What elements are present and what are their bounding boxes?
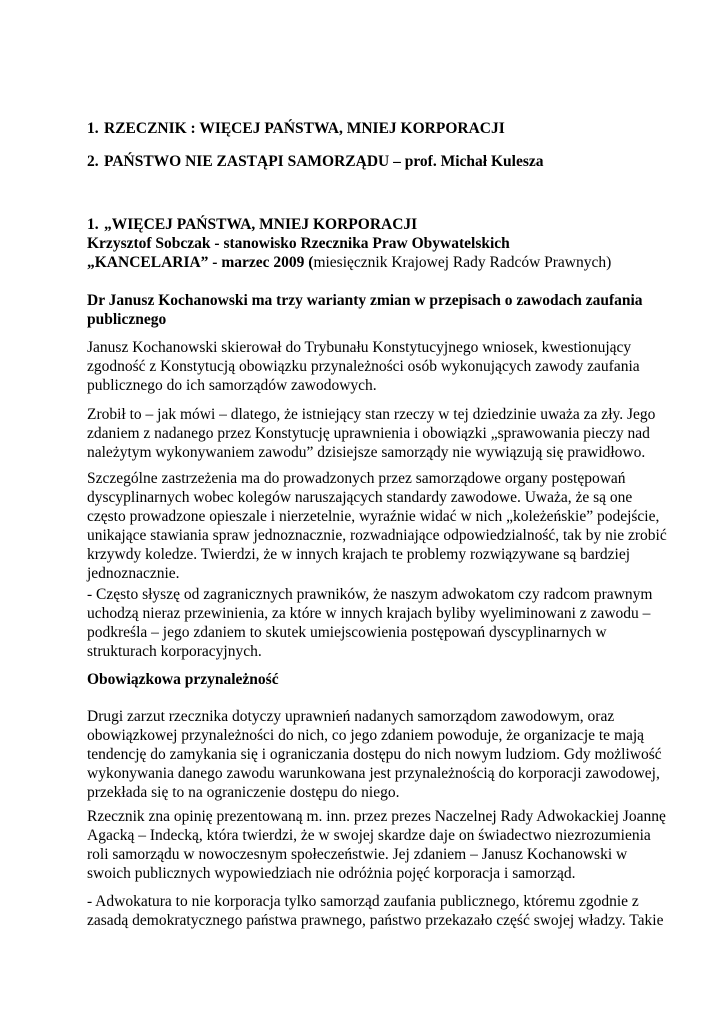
text-line: - Często słyszę od zagranicznych prawników, że naszym adwokatom czy radcom prawnym: [87, 586, 653, 603]
text-line: wykonywania danego zawodu warunkowana jest przynależnością do korporacji zawodowej,: [87, 765, 660, 782]
text-line: jednoznacznie.: [87, 565, 180, 582]
paragraph-6: [87, 807, 666, 883]
text-line: unikające stawiania spraw jednoznacznie, rozwadniające odpowiedzialność, tak by nie zrobić: [87, 527, 667, 544]
source-description: miesięcznik Krajowej Rady Radców Prawnych): [313, 254, 612, 271]
article-number: 1.: [87, 216, 99, 233]
paragraph-2: [87, 405, 656, 462]
text-line: - Adwokatura to nie korporacja tylko samorząd zaufania publicznego, któremu zgodnie z: [87, 893, 639, 910]
paragraph-1: [87, 338, 647, 395]
paragraph-4: [87, 585, 653, 661]
lead-line: publicznego: [87, 311, 167, 328]
text-line: Janusz Kochanowski skierował do Trybunału Konstytucyjnego wniosek, kwestionujący: [87, 339, 632, 356]
text-line: Rzecznik zna opinię prezentowaną m. inn. przez prezes Naczelnej Rady Adwokackiej Joannę: [87, 808, 666, 825]
text-line: często prowadzone opieszale i nierzetelnie, wyraźnie widać w nich „koleżeńskie” podejście,: [87, 508, 660, 525]
text-line: Szczególne zastrzeżenia ma do prowadzonych przez samorządowe organy postępowań: [87, 470, 626, 487]
article-header: [87, 215, 647, 272]
article-author: Krzysztof Sobczak - stanowisko Rzecznika Praw Obywatelskich: [87, 235, 510, 252]
article-lead: [87, 291, 647, 329]
section-subheading: Obowiązkowa przynależność: [87, 671, 279, 688]
paragraph-3: [87, 469, 667, 583]
toc-item-1: [87, 119, 647, 138]
paragraph-5: [87, 707, 662, 802]
text-line: Agacką – Indecką, która twierdzi, że w swojej skardze daje on świadectwo niezrozumienia: [87, 827, 651, 844]
text-line: dyscyplinarnych wobec kolegów naruszających standardy zawodowe. Uważa, że są one: [87, 489, 633, 506]
toc-text: PAŃSTWO NIE ZASTĄPI SAMORZĄDU – prof. Michał Kulesza: [104, 153, 544, 170]
text-line: tendencję do zamykania się i ograniczania dostępu do nich nowym ludziom. Gdy możliwość: [87, 746, 662, 763]
toc-number: 2.: [87, 153, 99, 170]
text-line: strukturach korporacyjnych.: [87, 643, 262, 660]
text-line: podkreśla – jego zdaniem to skutek umiejscowienia postępowań dyscyplinarnych w: [87, 624, 607, 641]
toc-number: 1.: [87, 120, 99, 137]
article-title: „WIĘCEJ PAŃSTWA, MNIEJ KORPORACJI: [104, 216, 418, 233]
text-line: zasadą demokratycznego państwa prawnego, państwo przekazało część swojej władzy. Takie: [87, 912, 664, 929]
toc-item-2: [87, 152, 647, 171]
toc-text: RZECZNIK : WIĘCEJ PAŃSTWA, MNIEJ KORPORACJI: [104, 120, 505, 137]
lead-line: Dr Janusz Kochanowski ma trzy warianty zmian w przepisach o zawodach zaufania: [87, 292, 643, 309]
text-line: zdaniem z nadanego przez Konstytucję uprawnienia i obowiązki „sprawowania pieczy nad: [87, 425, 650, 442]
text-line: publicznego do ich samorządów zawodowych.: [87, 377, 377, 394]
article-source: [87, 253, 647, 272]
text-line: swoich publicznych wypowiedziach nie odróżnia pojęć korporacja i samorząd.: [87, 865, 576, 882]
article-title-line: [87, 215, 647, 234]
text-line: Drugi zarzut rzecznika dotyczy uprawnień nadanych samorządom zawodowym, oraz: [87, 708, 615, 725]
text-line: obowiązkowej przynależności do nich, co jego zdaniem powoduje, że organizacje te mają: [87, 727, 645, 744]
source-magazine: „KANCELARIA” - marzec 2009 (: [87, 254, 314, 271]
text-line: przekłada się to na ograniczenie dostępu do niego.: [87, 784, 400, 801]
paragraph-7: [87, 892, 664, 930]
text-line: uchodzą nieraz przewinienia, za które w innych krajach byliby wyeliminowani z zawodu –: [87, 605, 651, 622]
text-line: roli samorządu w nowoczesnym społeczeństwie. Jej zdaniem – Janusz Kochanowski w: [87, 846, 628, 863]
text-line: zgodność z Konstytucją obowiązku przynależności osób wykonujących zawody zaufania: [87, 358, 640, 375]
text-line: krzywdy koledze. Twierdzi, że w innych krajach te problemy rozwiązywane są bardziej: [87, 546, 631, 563]
text-line: należytym wykonywaniem zawodu” dzisiejsze samorządy nie wywiązują się prawidłowo.: [87, 444, 646, 461]
text-line: Zrobił to – jak mówi – dlatego, że istniejący stan rzeczy w tej dziedzinie uważa za zły. Jego: [87, 406, 656, 423]
